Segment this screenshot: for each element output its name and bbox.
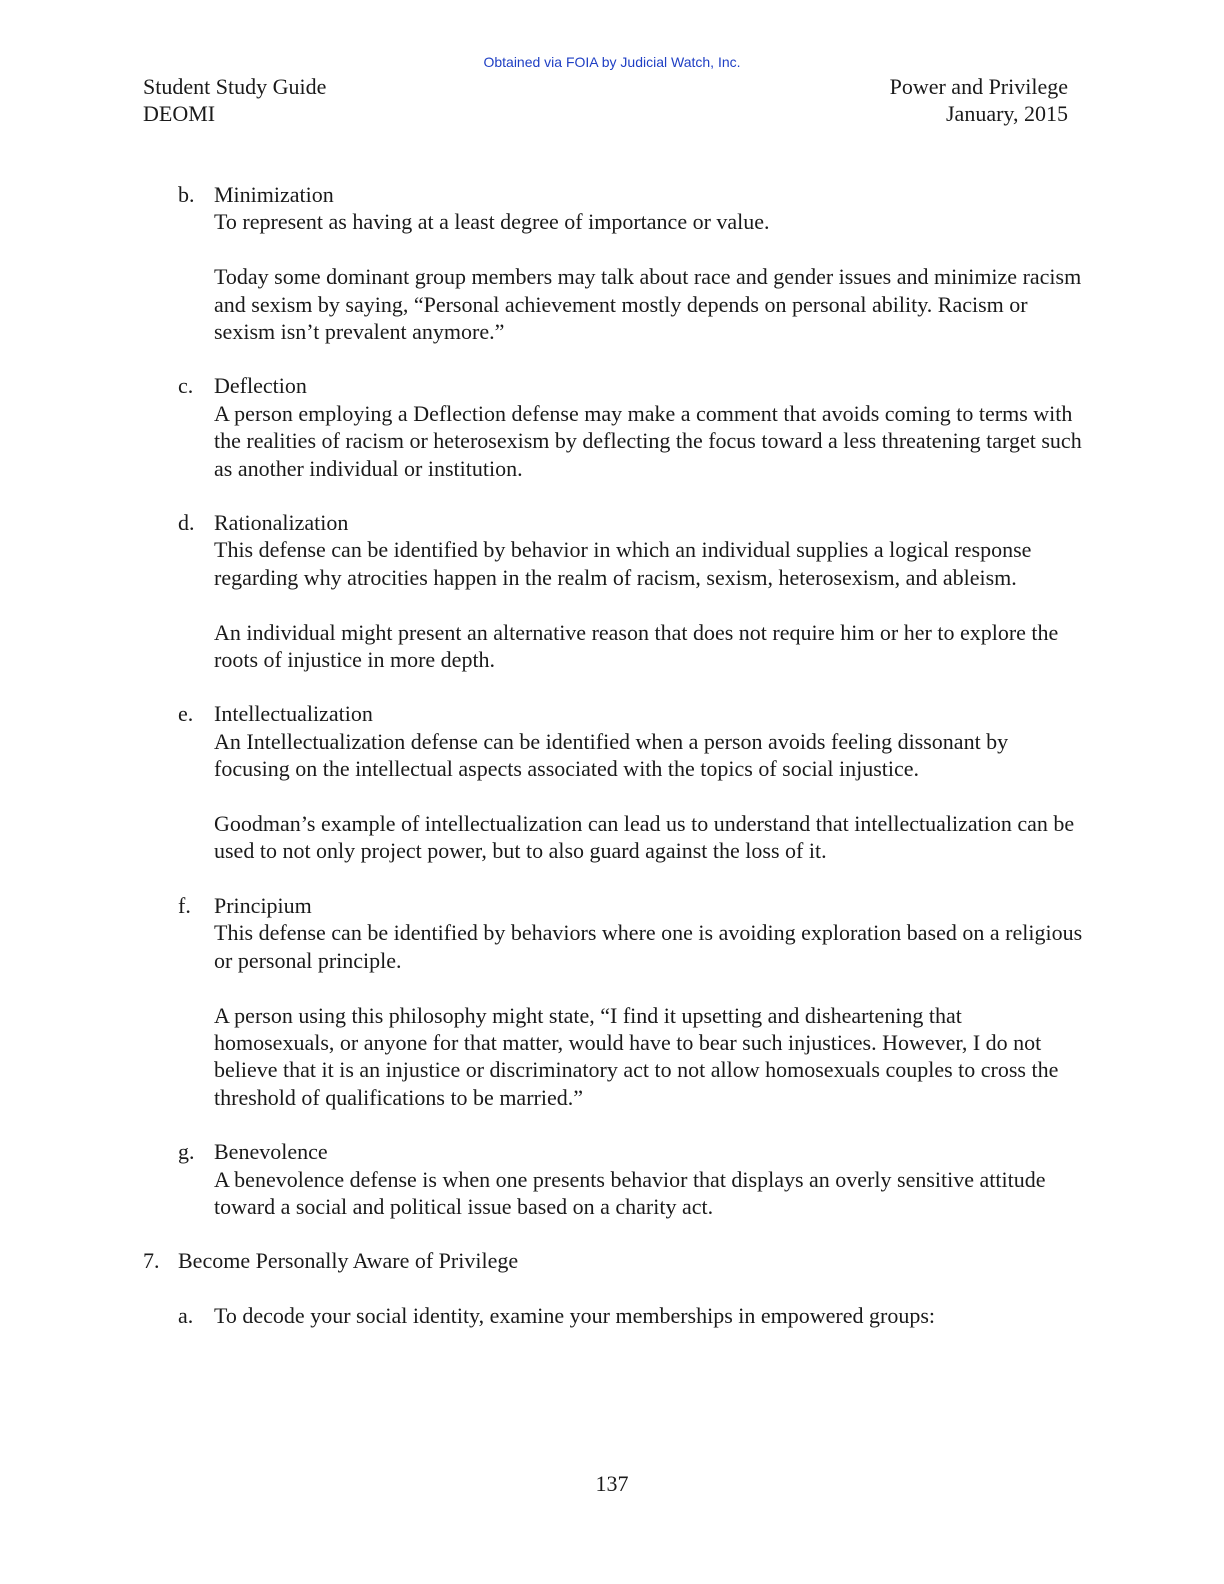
list-marker: a. [178, 1302, 194, 1328]
item-heading: Benevolence [214, 1139, 328, 1165]
header-organization: DEOMI [143, 101, 216, 126]
section-7 [143, 1247, 1083, 1274]
paragraph: This defense can be identified by behavior in which an individual supplies a logical response regarding why atrocities happen in the realm of racism, sexism, heterosexism, and ableism. [214, 537, 1032, 590]
list-item-principium [143, 892, 1083, 1111]
paragraph: A person using this philosophy might state, “I find it upsetting and disheartening that homosexuals, or anyone for that matter, would have to bear such injustices. However, I do not believe that it is an injustice or discriminatory act to not allow homosexuals couples to cross the threshold of qualifications to be married.” [214, 1002, 1059, 1110]
item-heading: Minimization [214, 182, 334, 207]
paragraph: To decode your social identity, examine your memberships in empowered groups: [214, 1302, 936, 1328]
item-heading: Intellectualization [214, 701, 373, 727]
list-marker: c. [178, 373, 194, 399]
list-item-minimization [143, 181, 1083, 345]
header-topic: Power and Privilege [889, 74, 1068, 99]
header-left [143, 73, 326, 127]
page-number: 137 [595, 1471, 629, 1496]
paragraph: To represent as having at a least degree of importance or value. [214, 209, 770, 235]
item-heading: Deflection [214, 373, 307, 399]
list-item-intellectualization [143, 700, 1083, 864]
paragraph: A benevolence defense is when one presents behavior that displays an overly sensitive attitude toward a social and political issue based on a charity act. [214, 1166, 1046, 1219]
paragraph: Goodman’s example of intellectualization can lead us to understand that intellectualization can be used to not only project power, but to also guard against the loss of it. [214, 811, 1075, 864]
item-heading: Rationalization [214, 510, 349, 536]
list-marker: b. [178, 182, 195, 207]
paragraph: An Intellectualization defense can be identified when a person avoids feeling dissonant by focusing on the intellectual aspects associated with the topics of social injustice. [214, 728, 1009, 782]
paragraph: An individual might present an alternative reason that does not require him or her to explore the roots of injustice in more depth. [214, 619, 1059, 673]
section-number: 7. [143, 1248, 160, 1274]
paragraph: This defense can be identified by behaviors where one is avoiding exploration based on a religious or personal principle. [214, 920, 1083, 973]
foia-watermark: Obtained via FOIA by Judicial Watch, Inc. [483, 54, 741, 70]
item-heading: Principium [214, 892, 312, 918]
header-right [890, 73, 1068, 127]
list-marker: g. [178, 1139, 195, 1165]
header-guide-title: Student Study Guide [143, 74, 327, 99]
list-marker: e. [178, 701, 194, 727]
list-item-benevolence [143, 1138, 1083, 1220]
list-marker: f. [178, 892, 191, 918]
list-item-rationalization [143, 509, 1083, 673]
list-marker: d. [178, 510, 195, 536]
document-body [143, 181, 1083, 1356]
section-heading: Become Personally Aware of Privilege [178, 1248, 519, 1274]
paragraph: A person employing a Deflection defense may make a comment that avoids coming to terms with the realities of racism or heterosexism by deflecting the focus toward a less threatening target such as another individual or institution. [214, 400, 1082, 481]
list-item-decode-identity [143, 1302, 1083, 1329]
paragraph: Today some dominant group members may talk about race and gender issues and minimize racism and sexism by saying, “Personal achievement mostly depends on personal ability. Racism or sexism isn’t prevalent anymore.” [214, 264, 1082, 345]
header-date: January, 2015 [946, 101, 1068, 126]
list-item-deflection [143, 372, 1083, 482]
